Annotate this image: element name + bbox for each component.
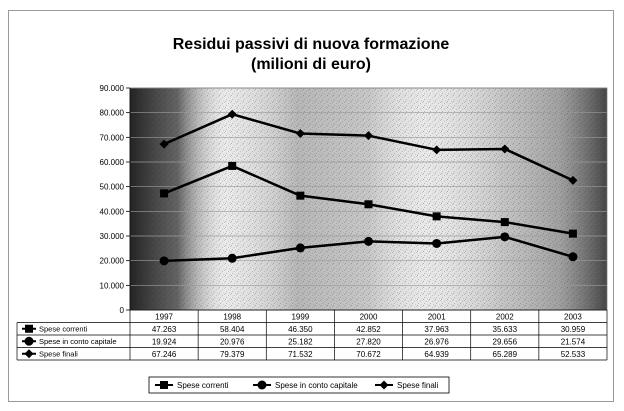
chart-subtitle: (milioni di euro)	[251, 56, 371, 73]
data-point	[228, 254, 237, 263]
chart-title: Residui passivi di nuova formazione	[172, 36, 450, 53]
data-label: 26.976	[424, 337, 449, 347]
data-label: 71.532	[288, 350, 313, 359]
legend-key-marker	[160, 381, 168, 389]
data-label: 70.672	[356, 350, 381, 359]
legend-entry-label: Spese finali	[397, 381, 439, 390]
data-point	[500, 232, 509, 241]
row-label: Spese finali	[39, 349, 78, 359]
data-label: 67.246	[151, 350, 177, 359]
y-tick-label: 50.000	[99, 182, 124, 192]
y-tick-label: 0	[119, 306, 124, 315]
legend-entry-label: Spese in conto capitale	[275, 381, 358, 390]
data-label: 29.656	[492, 337, 518, 347]
data-point	[160, 189, 168, 197]
data-label: 30.959	[560, 325, 586, 334]
row-label: Spese in conto capitale	[39, 337, 117, 346]
data-label: 46.350	[288, 325, 313, 334]
data-label: 20.976	[219, 337, 245, 347]
data-label: 42.852	[356, 325, 381, 334]
y-tick-label: 40.000	[99, 207, 124, 217]
y-tick-label: 60.000	[99, 158, 124, 167]
x-tick-label: 2001	[427, 312, 446, 322]
x-tick-label: 2000	[359, 312, 378, 322]
y-tick-label: 10.000	[99, 281, 124, 291]
data-point	[365, 200, 373, 208]
data-label: 37.963	[424, 325, 449, 334]
x-tick-label: 1999	[291, 312, 310, 322]
data-label: 19.924	[151, 337, 177, 347]
data-point	[364, 237, 373, 246]
y-tick-label: 20.000	[99, 256, 124, 266]
data-label: 79.379	[219, 350, 245, 359]
x-tick-label: 2002	[495, 312, 514, 322]
data-label: 64.939	[424, 350, 449, 359]
data-point	[432, 239, 441, 248]
plot-area	[130, 88, 607, 310]
data-label: 65.289	[492, 350, 518, 359]
legend-key-marker	[25, 349, 34, 358]
data-point	[296, 192, 304, 200]
x-tick-label: 1997	[155, 312, 173, 322]
data-point	[568, 252, 577, 261]
data-label: 58.404	[219, 325, 245, 334]
data-point	[501, 218, 509, 226]
y-tick-label: 30.000	[99, 232, 124, 241]
y-axis	[100, 84, 130, 315]
line-chart	[9, 11, 613, 401]
data-point	[160, 256, 169, 265]
data-label: 21.574	[560, 337, 586, 347]
data-point	[433, 212, 441, 220]
data-label: 35.633	[492, 325, 518, 334]
row-label: Spese correnti	[39, 324, 88, 334]
data-label: 47.263	[151, 325, 177, 334]
data-table	[17, 310, 607, 360]
legend-entry-label: Spese correnti	[177, 381, 229, 390]
chart-frame	[8, 10, 614, 402]
legend-key-marker	[25, 337, 34, 346]
plot-background-shade	[130, 88, 607, 310]
y-tick-label: 70.000	[99, 133, 124, 143]
legend-key-marker	[25, 325, 33, 333]
x-tick-label: 2003	[564, 312, 582, 322]
data-point	[569, 230, 577, 238]
legend	[149, 377, 449, 393]
y-tick-label: 90.000	[99, 84, 124, 93]
x-tick-label: 1998	[223, 312, 242, 322]
data-point	[296, 243, 305, 252]
y-tick-label: 80.000	[99, 108, 124, 118]
data-label: 27.820	[356, 337, 381, 347]
legend-key-marker	[258, 381, 267, 390]
data-label: 25.182	[288, 337, 313, 347]
data-point	[228, 162, 236, 170]
data-label: 52.533	[560, 350, 586, 359]
